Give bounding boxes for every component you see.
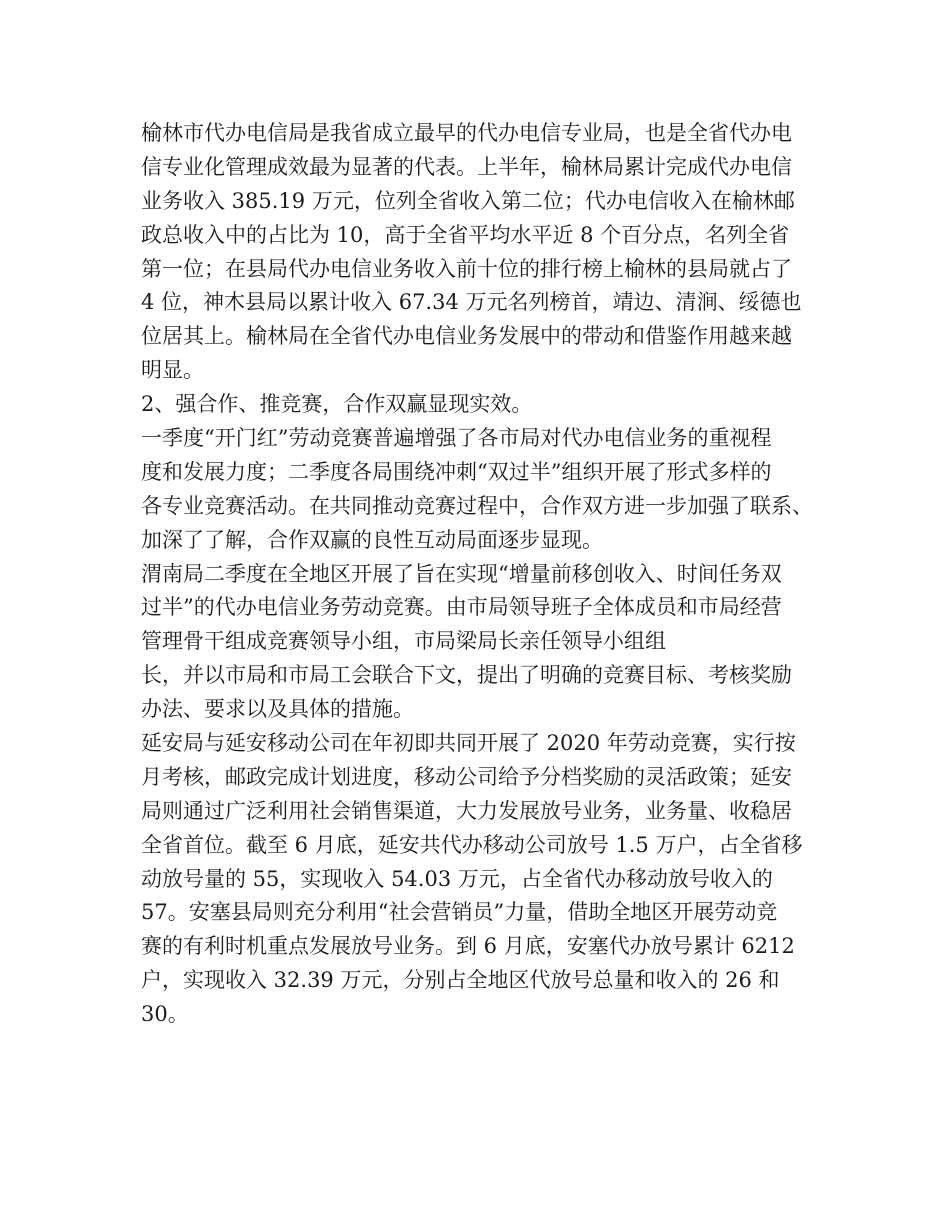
text-line: 榆林市代办电信局是我省成立最早的代办电信专业局，也是全省代办电 [141, 121, 792, 145]
text-line: 管理骨干组成竞赛领导小组，市局梁局长亲任领导小组组 [141, 629, 666, 654]
section-heading: 2、强合作、推竞赛，合作双赢显现实效。 [141, 392, 533, 417]
text-line: 渭南局二季度在全地区开展了旨在实现“增量前移创收入、时间任务双 [141, 561, 782, 586]
text-line: 第一位；在县局代办电信业务收入前十位的排行榜上榆林的县局就占了 [141, 256, 792, 281]
text-line: 过半”的代办电信业务劳动竞赛。由市局领导班子全体成员和市局经营 [141, 595, 782, 620]
text-line: 月考核，邮政完成计划进度，移动公司给予分档奖励的灵活政策；延安 [141, 764, 792, 789]
text-line: 户，实现收入 32.39 万元，分别占全地区代放号总量和收入的 26 和 [141, 968, 780, 993]
text-line: 赛的有利时机重点发展放号业务。到 6 月底，安塞代办放号累计 6212 [141, 934, 795, 959]
text-line: 一季度“开门红”劳动竞赛普遍增强了各市局对代办电信业务的重视程 [141, 426, 772, 451]
text-line: 信专业化管理成效最为显著的代表。上半年，榆林局累计完成代办电信 [141, 154, 792, 179]
text-line: 局则通过广泛利用社会销售渠道，大力发展放号业务，业务量、收稳居 [141, 798, 792, 823]
text-line: 延安局与延安移动公司在年初即共同开展了 2020 年劳动竞赛，实行按 [141, 731, 796, 756]
text-line: 办法、要求以及具体的措施。 [141, 697, 414, 722]
text-line: 57。安塞县局则充分利用“社会营销员”力量，借助全地区开展劳动竞 [141, 900, 778, 925]
text-line: 明显。 [141, 358, 204, 383]
text-line: 各专业竞赛活动。在共同推动竞赛过程中，合作双方进一步加强了联系、 [141, 493, 813, 518]
text-line: 度和发展力度；二季度各局围绕冲刺“双过半”组织开展了形式多样的 [141, 459, 772, 484]
text-line: 长，并以市局和市局工会联合下文，提出了明确的竞赛目标、考核奖励 [141, 663, 792, 688]
text-line: 4 位，神木县局以累计收入 67.34 万元名列榜首，靖边、清涧、绥德也 [141, 290, 802, 315]
text-line: 位居其上。榆林局在全省代办电信业务发展中的带动和借鉴作用越来越 [141, 324, 792, 349]
body-text [141, 117, 841, 1032]
text-line: 政总收入中的占比为 10，高于全省平均水平近 8 个百分点，名列全省 [141, 222, 790, 247]
text-line: 全省首位。截至 6 月底，延安共代办移动公司放号 1.5 万户，占全省移 [141, 832, 803, 857]
text-line: 业务收入 385.19 万元，位列全省收入第二位；代办电信收入在榆林邮 [141, 188, 795, 213]
text-line: 动放号量的 55，实现收入 54.03 万元，占全省代办移动放号收入的 [141, 866, 773, 891]
text-line: 加深了了解，合作双赢的良性互动局面逐步显现。 [141, 527, 603, 552]
text-line: 30。 [141, 1002, 189, 1027]
